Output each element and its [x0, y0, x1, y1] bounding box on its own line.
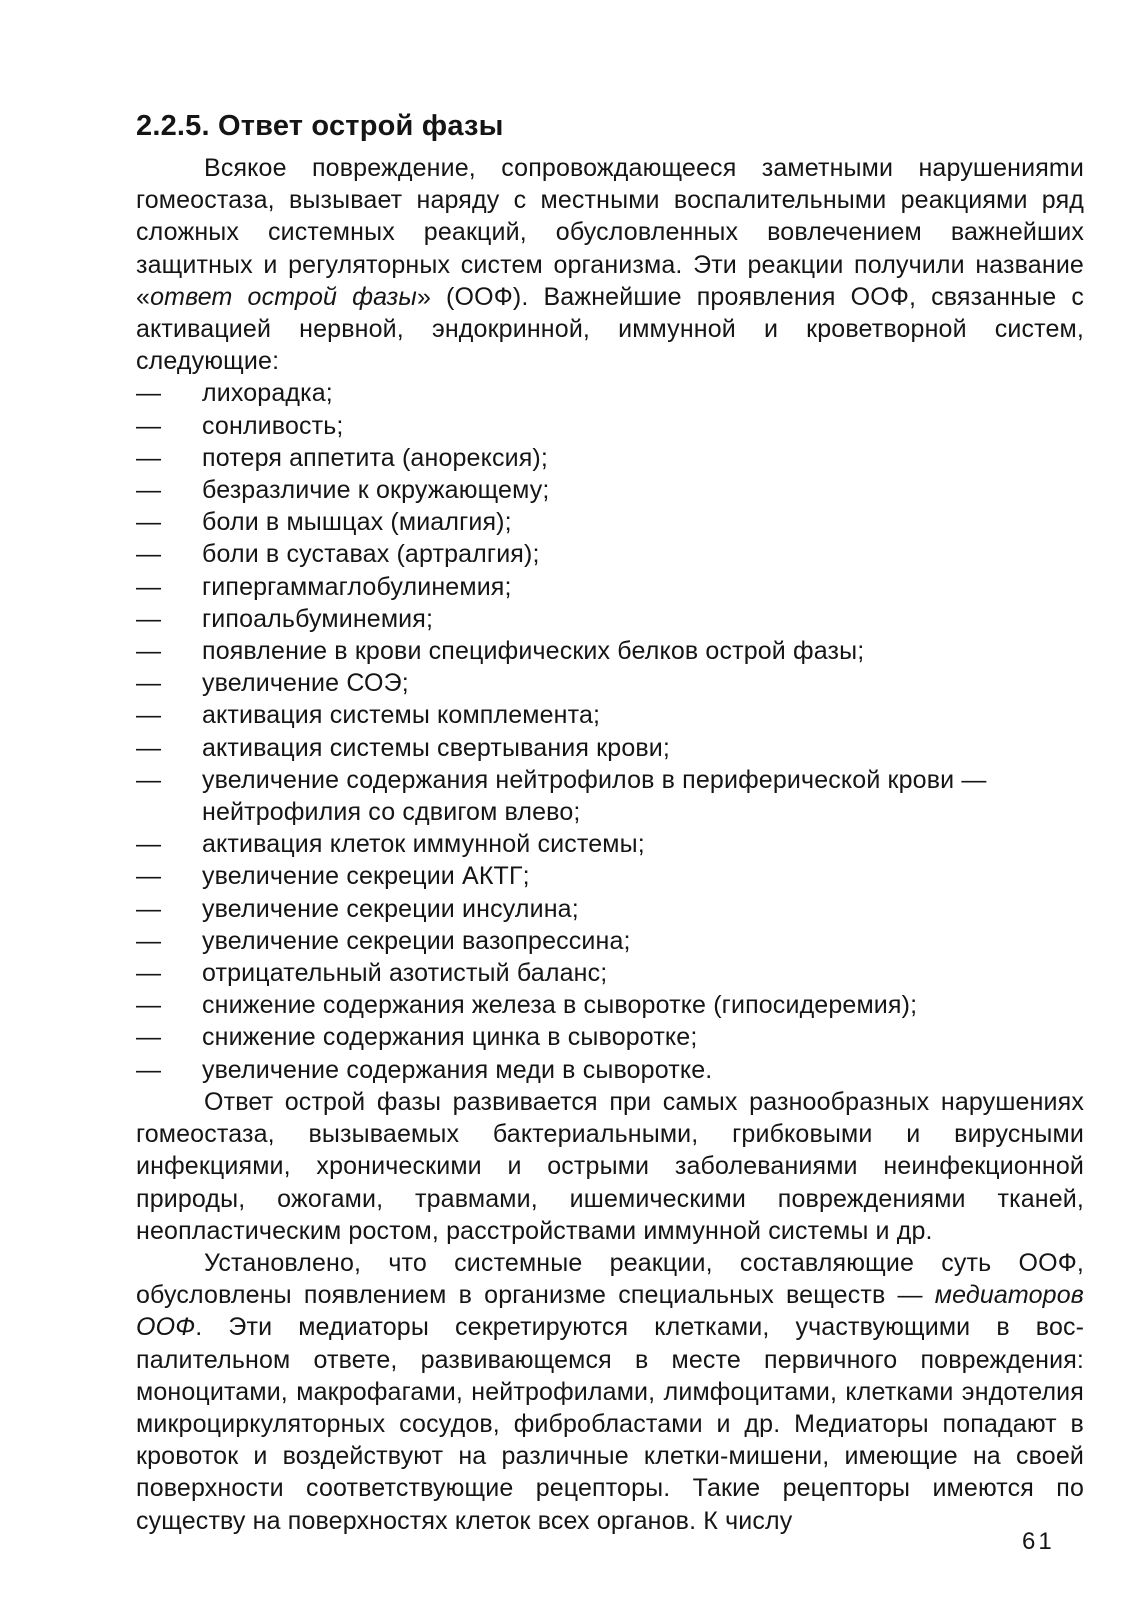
list-dash: — [136, 862, 162, 891]
list-item-text: увеличение секреции вазопрессина; [202, 926, 631, 955]
list-dash: — [136, 1023, 162, 1052]
mediators-text-before: Установлено, что системные реакции, составляющие суть ООФ, обусловлены появлением в организме специальных веществ — [136, 1248, 1084, 1310]
list-item [136, 410, 1084, 442]
list-dash: — [136, 830, 162, 859]
list-dash: — [136, 991, 162, 1020]
list-item [136, 989, 1084, 1021]
list-item-text: гипоальбуминемия; [202, 604, 434, 633]
list-item [136, 635, 1084, 667]
list-item [136, 860, 1084, 892]
manifestations-list [136, 377, 1084, 1085]
mediators-term: медиаторов ООФ [136, 1281, 1084, 1342]
list-dash: — [136, 604, 162, 633]
list-dash: — [136, 476, 162, 505]
list-item [136, 828, 1084, 860]
list-item [136, 1021, 1084, 1053]
list-item-text: увеличение содержания нейтрофилов в периферической крови — нейтрофилия со сдвигом влево; [202, 765, 987, 827]
list-item-text: увеличение содержания меди в сыворотке. [202, 1055, 713, 1084]
list-item [136, 667, 1084, 699]
mediators-text-after: . Эти медиаторы секретируются клетками, участвующими в воспалительном ответе, развивающемся в месте первичного повреждения: моноцитами, макрофагами, нейтрофилами, лимфоцитами, клетками эндотелия микроциркуляторных сосудов, фибробластами и др. Медиаторы попадают в кровоток и воздействуют на различные клетки-мишени, имеющие на своей поверхности соответствующие рецепторы. Такие рецепторы имеются по существу на поверхностях клеток всех органов. К числу [136, 1313, 1084, 1535]
list-item-text: боли в мышцах (миалгия); [202, 508, 512, 537]
list-item-text: активация клеток иммунной системы; [202, 830, 645, 859]
list-dash: — [136, 669, 162, 698]
list-item [136, 603, 1084, 635]
paragraph-mediators [136, 1247, 1084, 1537]
list-dash: — [136, 926, 162, 955]
list-item [136, 957, 1084, 989]
list-item-text: сонливость; [202, 411, 344, 440]
list-item-text: увеличение СОЭ; [202, 669, 409, 698]
list-item-text: увеличение секреции АКТГ; [202, 862, 530, 891]
list-item-text: отрицательный азотистый баланс; [202, 959, 608, 988]
list-item-text: появление в крови специфических белков острой фазы; [202, 637, 865, 666]
intro-text-before: Всякое повреждение, сопровождающееся заметными нарушенияmи гомеостаза, вызывает наряду с местными воспалительными реакциями ряд сложных системных реакций, обусловленных вовлечением важнейших защитных и регуляторных систем организма. Эти реакции получили название « [136, 154, 1084, 311]
list-dash: — [136, 443, 162, 472]
list-item [136, 571, 1084, 603]
document-page [136, 108, 1084, 1537]
list-dash: — [136, 572, 162, 601]
list-item-text: увеличение секреции инсулина; [202, 894, 579, 923]
list-item [136, 506, 1084, 538]
list-dash: — [136, 508, 162, 537]
list-item-text: безразличие к окружающему; [202, 476, 550, 505]
list-dash: — [136, 411, 162, 440]
list-item-text: боли в суставах (артралгия); [202, 540, 540, 569]
list-item-text: лихорадка; [202, 379, 333, 408]
list-dash: — [136, 765, 162, 794]
list-item-text: активация системы свертывания крови; [202, 733, 671, 762]
section-heading: 2.2.5. Ответ острой фазы [136, 110, 504, 142]
list-item [136, 893, 1084, 925]
list-item-text: потеря аппетита (анорексия); [202, 443, 548, 472]
list-item [136, 538, 1084, 570]
paragraph-causes: Ответ острой фазы развивается при самых разнообразных нарушениях гомеостаза, вызываемых бактериальными, грибковыми и вирусными инфекциями, хроническими и острыми заболеваниями неинфекционной природы, ожогами, травмами, ишемическими повреждениями тканей, неопластическим ростом, расстройствами иммунной системы и др. [136, 1087, 1084, 1245]
list-dash: — [136, 1055, 162, 1084]
list-dash: — [136, 701, 162, 730]
list-item [136, 1054, 1084, 1086]
list-dash: — [136, 894, 162, 923]
list-item [136, 925, 1084, 957]
list-item-text: гипергаммаглобулинемия; [202, 572, 512, 601]
list-item [136, 474, 1084, 506]
list-item [136, 764, 1084, 828]
list-item-text: активация системы комплемента; [202, 701, 601, 730]
list-dash: — [136, 959, 162, 988]
intro-text-after: » (ООФ). Важнейшие проявления ООФ, связанные с активацией нервной, эндокринной, иммунной и кроветворной систем, следующие: [136, 282, 1084, 376]
list-item [136, 699, 1084, 731]
list-item [136, 732, 1084, 764]
list-dash: — [136, 733, 162, 762]
page-number: 61 [1022, 1528, 1055, 1555]
list-item-text: снижение содержания цинка в сыворотке; [202, 1023, 698, 1052]
intro-term: ответ острой фазы [150, 282, 417, 311]
intro-paragraph [136, 152, 1084, 377]
list-dash: — [136, 637, 162, 666]
list-item [136, 442, 1084, 474]
list-item-text: снижение содержания железа в сыворотке (гипосидеремия); [202, 991, 918, 1020]
list-dash: — [136, 379, 162, 408]
list-item [136, 377, 1084, 409]
list-dash: — [136, 540, 162, 569]
